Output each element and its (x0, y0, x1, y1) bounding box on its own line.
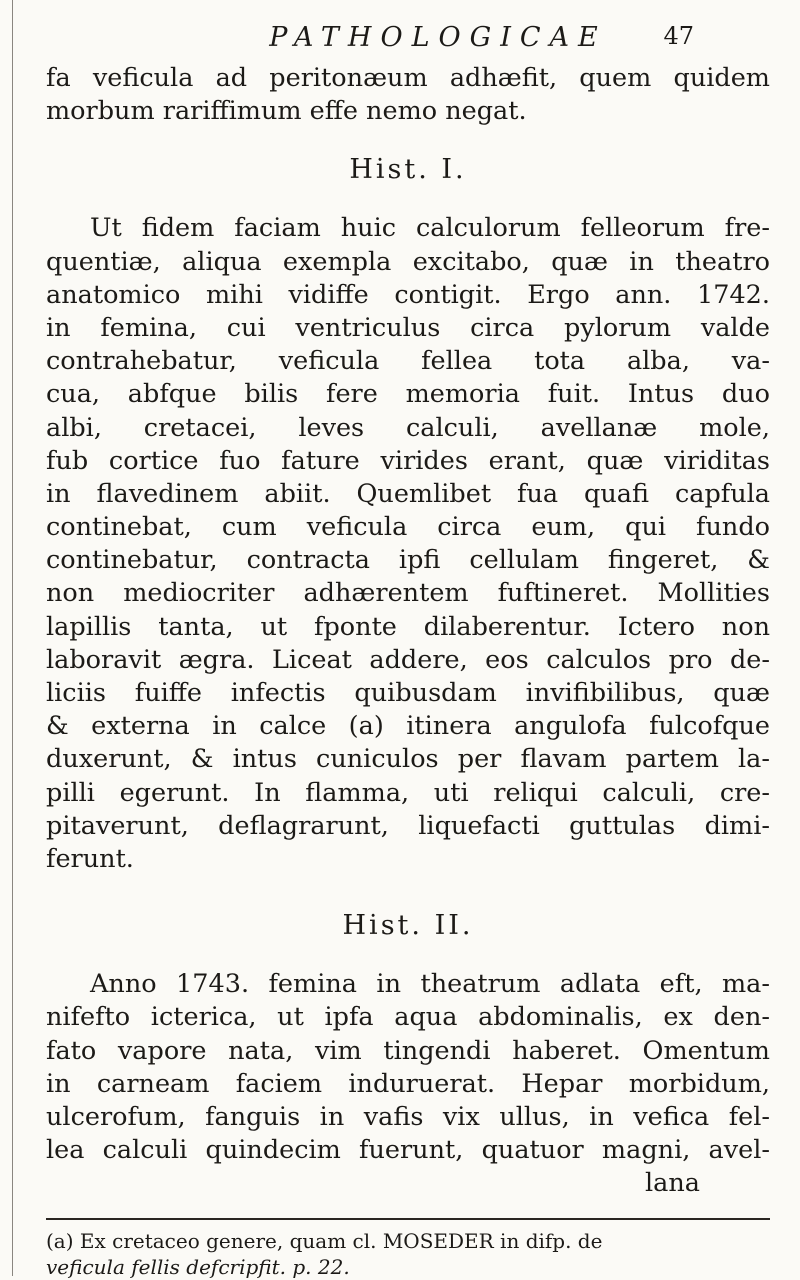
text-line: in femina, cui ventriculus circa pylorum valde (46, 312, 770, 343)
section-heading-hist-1: Hist. I. (349, 154, 467, 186)
hist-2-paragraph (46, 968, 770, 1200)
hist-1-paragraph (46, 212, 770, 876)
text-line: quentiæ, aliqua exempla excitabo, quæ in theatro (46, 246, 770, 277)
text-line: laboravit ægra. Liceat addere, eos calculos pro de- (46, 644, 770, 675)
text-line: albi, cretacei, leves calculi, avellanæ mole, (46, 412, 770, 443)
text-line: in flavedinem abiit. Quemlibet fua quafi capfula (46, 478, 770, 509)
footnote-line: (a) Ex cretaceo genere, quam cl. MOSEDER in difp. de (46, 1229, 603, 1254)
text-line: anatomico mihi vidiffe contigit. Ergo ann. 1742. (46, 279, 770, 310)
text-line: cua, abfque bilis fere memoria fuit. Intus duo (46, 379, 770, 410)
text-line: fub cortice fuo fature virides erant, quæ viriditas (46, 445, 770, 476)
text-line: continebat, cum veficula circa eum, qui fundo (46, 512, 770, 543)
text-line: pitaverunt, deflagrarunt, liquefacti guttulas dimi- (46, 810, 770, 841)
text-line: ulcerofum, fanguis in vafis vix ullus, in vefica fel- (46, 1101, 770, 1132)
text-line: Ut fidem faciam huic calculorum felleorum fre- (90, 213, 770, 244)
page-edge-rule (12, 0, 13, 1276)
footnote-line: veficula fellis defcripfit. p. 22. (46, 1255, 350, 1280)
section-heading-hist-2: Hist. II. (342, 910, 474, 942)
text-line: liciis fuiffe infectis quibusdam invifibilibus, quæ (46, 678, 770, 708)
intro-paragraph (46, 62, 770, 128)
text-line: fa veficula ad peritonæum adhæfit, quem quidem (46, 63, 770, 93)
text-line: contrahebatur, veficula fellea tota alba, va- (46, 346, 770, 377)
text-line: non mediocriter adhærentem fuftineret. Mollities (46, 578, 770, 609)
text-line: morbum rariffimum effe nemo negat. (46, 96, 527, 127)
text-line: continebatur, contracta ipfi cellulam fingeret, & (46, 545, 770, 576)
page-number: 47 (663, 22, 694, 50)
catchword: lana (645, 1168, 700, 1199)
text-line: & externa in calce (a) itinera angulofa fulcofque (46, 711, 770, 742)
text-line: Anno 1743. femina in theatrum adlata eft, ma- (90, 969, 770, 1000)
text-line: in carneam faciem induruerat. Hepar morbidum, (46, 1068, 770, 1099)
footnote-rule (46, 1218, 770, 1220)
running-head-title: PATHOLOGICAE (269, 22, 607, 53)
text-line: nifefto icterica, ut ipfa aqua abdominalis, ex den- (46, 1002, 770, 1033)
footnote (46, 1228, 770, 1280)
text-line: duxerunt, & intus cuniculos per flavam partem la- (46, 744, 770, 775)
text-line: lapillis tanta, ut fponte dilaberentur. Ictero non (46, 611, 770, 642)
text-line: ferunt. (46, 843, 134, 874)
running-head (46, 22, 770, 62)
text-line: pilli egerunt. In flamma, uti reliqui calculi, cre- (46, 777, 770, 808)
book-page (46, 22, 770, 1280)
text-line: fato vapore nata, vim tingendi haberet. Omentum (46, 1035, 770, 1066)
text-line: lea calculi quindecim fuerunt, quatuor magni, avel- (46, 1135, 770, 1166)
